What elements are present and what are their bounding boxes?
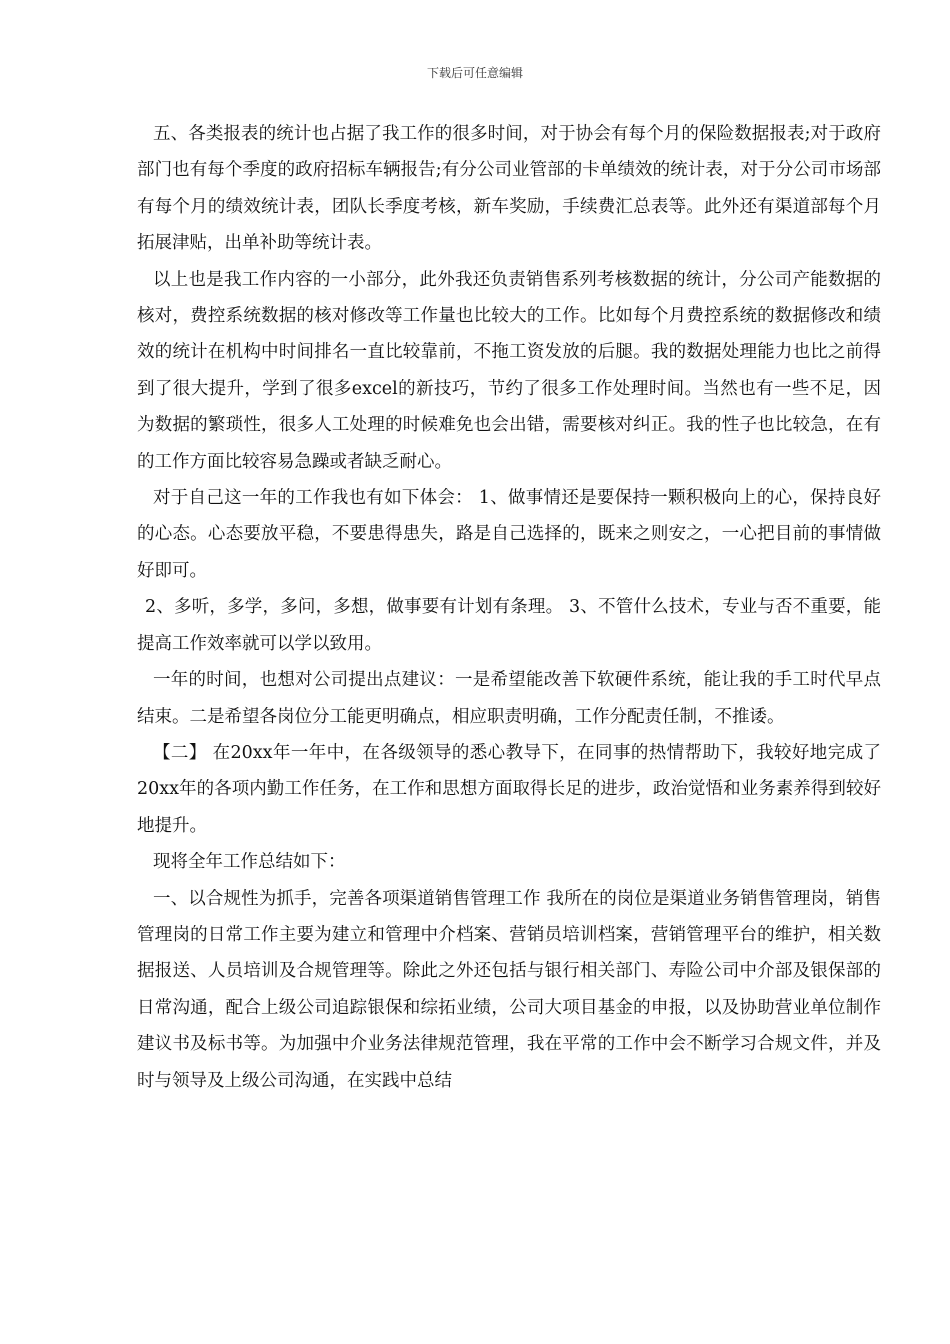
paragraph-report-statistics: 五、各类报表的统计也占据了我工作的很多时间，对于协会有每个月的保险数据报表;对于政府部门也有每个季度的政府招标车辆报告;有分公司业管部的卡单绩效的统计表，对于分公司市场部有每个月的绩效统计表，团队长季度考核，新车奖励，手续费汇总表等。此外还有渠道部每个月拓展津贴，出单补助等统计表。 [137, 124, 881, 254]
document-body [137, 116, 881, 1099]
paragraph-learning: 2、多听，多学，多问，多想，做事要有计划有条理。 3、不管什么技术，专业与否不重要，能提高工作效率就可以学以致用。 [137, 597, 881, 654]
paragraph-work-content: 以上也是我工作内容的一小部分，此外我还负责销售系列考核数据的统计，分公司产能数据的核对，费控系统数据的核对修改等工作量也比较大的工作。比如每个月费控系统的数据修改和绩效的统计在机构中时间排名一直比较靠前，不拖工资发放的后腿。我的数据处理能力也比之前得到了很大提升，学到了很多excel的新技巧，节约了很多工作处理时间。当然也有一些不足，因为数据的繁琐性，很多人工处理的时候难免也会出错，需要核对纠正。我的性子也比较急，在有的工作方面比较容易急躁或者缺乏耐心。 [137, 269, 881, 472]
paragraph-reflections: 对于自己这一年的工作我也有如下体会： 1、做事情还是要保持一颗积极向上的心，保持良好的心态。心态要放平稳，不要患得患失，路是自己选择的，既来之则安之，一心把目前的事情做好即可。 [137, 488, 881, 581]
paragraph-compliance: 一、以合规性为抓手，完善各项渠道销售管理工作 我所在的岗位是渠道业务销售管理岗，销售管理岗的日常工作主要为建立和管理中介档案、营销员培训档案，营销管理平台的维护，相关数据报送、人员培训及合规管理等。除此之外还包括与银行相关部门、寿险公司中介部及银保部的日常沟通，配合上级公司追踪银保和综拓业绩，公司大项目基金的申报，以及协助营业单位制作建议书及标书等。为加强中介业务法律规范管理，我在平常的工作中会不断学习合规文件，并及时与领导及上级公司沟通，在实践中总结 [137, 888, 881, 1091]
page-header: 下载后可任意编辑 [426, 66, 523, 80]
paragraph-suggestions: 一年的时间，也想对公司提出点建议：一是希望能改善下软硬件系统，能让我的手工时代早点结束。二是希望各岗位分工能更明确点，相应职责明确，工作分配责任制，不推诿。 [137, 670, 881, 727]
paragraph-section-two-intro: 【二】 在20xx年一年中，在各级领导的悉心教导下，在同事的热情帮助下，我较好地完成了20xx年的各项内勤工作任务，在工作和思想方面取得长足的进步，政治觉悟和业务素养得到较好地提升。 [137, 742, 881, 836]
paragraph-summary-lead: 现将全年工作总结如下： [153, 852, 346, 873]
